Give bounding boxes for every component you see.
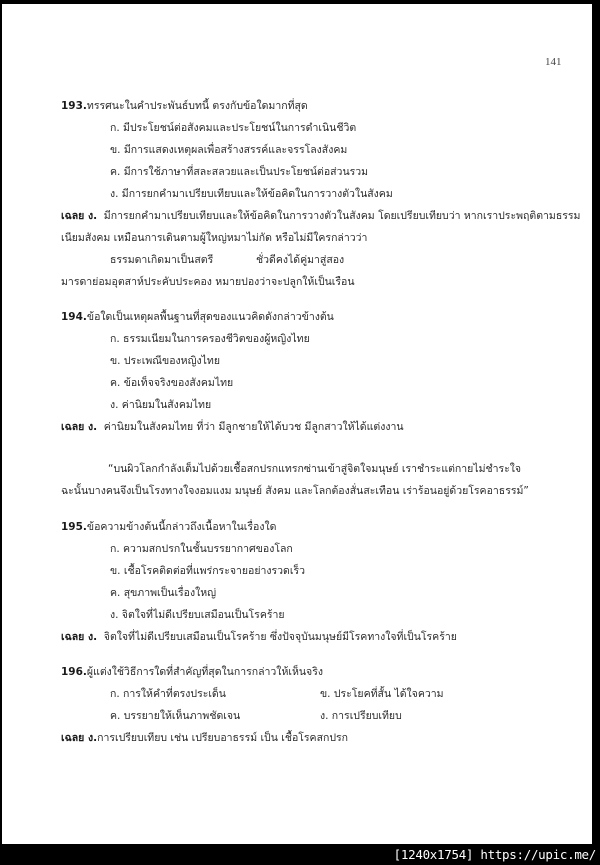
- option-b: ข. เชื้อโรคติดต่อที่แพร่กระจายอย่างรวดเร็ว: [110, 565, 305, 577]
- answer-label: เฉลย ง.: [61, 210, 98, 222]
- question-194: [61, 310, 334, 324]
- question-196: [61, 665, 323, 679]
- option-c: ค. บรรยายให้เห็นภาพชัดเจน: [110, 710, 241, 722]
- question-193: [61, 99, 308, 113]
- option-c: ค. สุขภาพเป็นเรื่องใหญ่: [110, 587, 217, 599]
- answer-label: เฉลย ง.: [61, 631, 98, 643]
- poem-line1-left: ธรรมดาเกิดมาเป็นสตรี: [110, 254, 214, 266]
- answer-194: [61, 420, 404, 434]
- option-b: ข. ประเพณีของหญิงไทย: [110, 355, 221, 367]
- answer-text: ค่านิยมในสังคมไทย ที่ว่า มีลูกชายให้ได้บวช มีลูกสาวให้ได้แต่งงาน: [103, 421, 404, 433]
- option-a: ก. การให้คำที่ตรงประเด็น: [110, 688, 226, 700]
- poem-line2: มารดาย่อมอุตสาห์ประคับประคอง หมายปองว่าจะปลูกให้เป็นเรือน: [61, 276, 355, 288]
- passage-line-2: ฉะนั้นบางคนจึงเป็นโรงทางใจงอมแงม มนุษย์ สังคม และโลกต้องสั่นสะเทือน เร่าร้อนอยู่ด้วยโรคอาธรรม์”: [61, 485, 529, 497]
- option-c: ค. มีการใช้ภาษาที่สละสลวยและเป็นประโยชน์ต่อส่วนรวม: [110, 166, 369, 178]
- option-b: ข. ประโยคที่สั้น ได้ใจความ: [320, 688, 444, 700]
- answer-text: การเปรียบเทียบ เช่น เปรียบอาธรรม์ เป็น เชื้อโรคสกปรก: [97, 732, 348, 744]
- option-d: ง. มีการยกคำมาเปรียบเทียบและให้ข้อคิดในการวางตัวในสังคม: [110, 188, 393, 200]
- question-text: ผู้แต่งใช้วิธีการใดที่สำคัญที่สุดในการกล่าวให้เห็นจริง: [86, 666, 323, 678]
- poem-line1-right: ชั่วดีคงได้คู่มาสู่สอง: [256, 254, 345, 266]
- option-b: ข. มีการแสดงเหตุผลเพื่อสร้างสรรค์และจรรโลงสังคม: [110, 144, 348, 156]
- option-a: ก. ธรรมเนียมในการครองชีวิตของผู้หญิงไทย: [110, 333, 310, 345]
- answer-label: เฉลย ง.: [61, 732, 98, 744]
- question-number: 194.: [61, 311, 87, 323]
- question-number: 195.: [61, 521, 87, 533]
- question-text: ข้อใดเป็นเหตุผลพื้นฐานที่สุดของแนวคิดดังกล่าวข้างต้น: [86, 311, 334, 323]
- option-d: ง. การเปรียบเทียบ: [320, 710, 402, 722]
- answer-195: [61, 630, 457, 644]
- image-host-footer: [0, 845, 600, 865]
- option-a: ก. ความสกปรกในชั้นบรรยากาศของโลก: [110, 543, 293, 555]
- question-195: [61, 520, 276, 534]
- option-d: ง. จิตใจที่ไม่ดีเปรียบเสมือนเป็นโรคร้าย: [110, 609, 285, 621]
- question-text: ทรรศนะในคำประพันธ์บทนี้ ตรงกับข้อใดมากที่สุด: [86, 100, 308, 112]
- answer-193: [61, 209, 580, 223]
- answer-text: มีการยกคำมาเปรียบเทียบและให้ข้อคิดในการวางตัวในสังคม โดยเปรียบเทียบว่า หากเราประพฤติตามธรรม: [103, 210, 581, 222]
- document-page: [2, 4, 592, 844]
- answer-label: เฉลย ง.: [61, 421, 98, 433]
- answer-text: จิตใจที่ไม่ดีเปรียบเสมือนเป็นโรคร้าย ซึ่งปัจจุบันมนุษย์มีโรคทางใจที่เป็นโรคร้าย: [103, 631, 457, 643]
- question-number: 193.: [61, 100, 87, 112]
- answer-196: [61, 731, 348, 745]
- footer-overlay-text: [1240x1754] https://upic.me/: [393, 847, 596, 862]
- question-number: 196.: [61, 666, 87, 678]
- page-number: 141: [545, 56, 562, 68]
- answer-text-cont: เนียมสังคม เหมือนการเดินตามผู้ใหญ่หมาไม่กัด หรือไม่มีใครกล่าวว่า: [61, 232, 368, 244]
- question-text: ข้อความข้างต้นนี้กล่าวถึงเนื้อหาในเรื่องใด: [86, 521, 277, 533]
- option-a: ก. มีประโยชน์ต่อสังคมและประโยชน์ในการดำเนินชีวิต: [110, 122, 357, 134]
- option-c: ค. ข้อเท็จจริงของสังคมไทย: [110, 377, 234, 389]
- passage-line-1: “บนผิวโลกกำลังเต็มไปด้วยเชื้อสกปรกแทรกซ่านเข้าสู่จิตใจมนุษย์ เราชำระแต่กายไม่ชำระใจ: [108, 463, 522, 475]
- option-d: ง. ค่านิยมในสังคมไทย: [110, 399, 212, 411]
